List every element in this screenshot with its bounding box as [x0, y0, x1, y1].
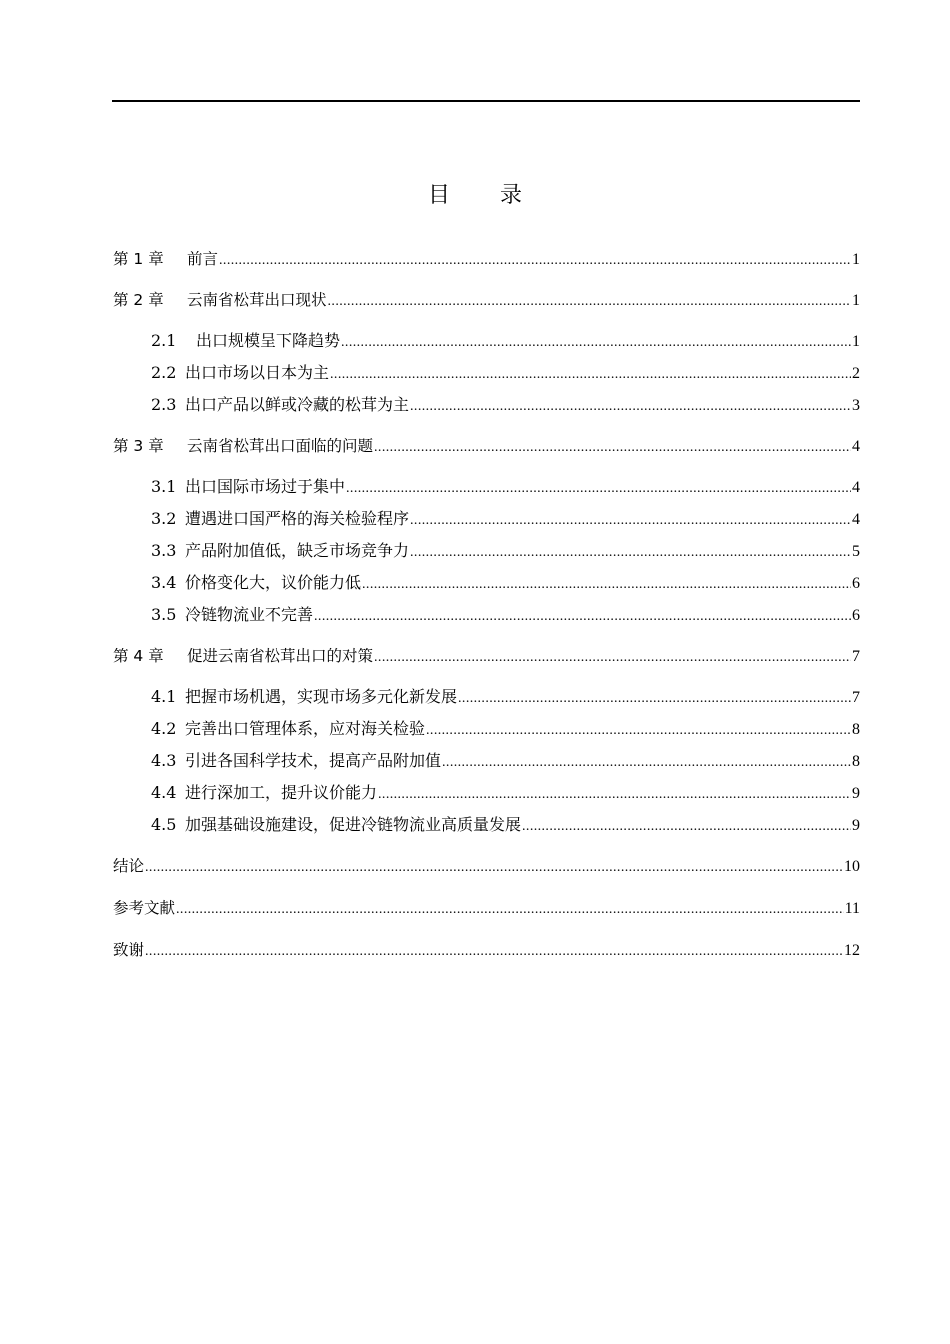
- toc-entry[interactable]: [113, 394, 860, 416]
- toc-entry-page: 4: [852, 479, 860, 496]
- toc-entry[interactable]: [113, 476, 860, 498]
- dot-leader: [341, 332, 851, 354]
- dot-leader: [374, 647, 851, 669]
- toc-entry-page: 9: [852, 785, 860, 802]
- toc-entry-number: 4.1: [151, 687, 177, 706]
- toc-entry[interactable]: [113, 686, 860, 708]
- toc-entry[interactable]: [113, 362, 860, 384]
- toc-entry-page: 7: [852, 689, 860, 706]
- dot-leader: [374, 437, 851, 459]
- dot-leader: [410, 542, 851, 564]
- toc-entry-label: 完善出口管理体系，应对海关检验: [185, 719, 426, 738]
- toc-entry[interactable]: [113, 718, 860, 740]
- toc-entry-label: 云南省松茸出口面临的问题: [187, 437, 374, 455]
- toc-entry-number: 3.5: [151, 605, 177, 624]
- dot-leader: [442, 752, 851, 774]
- toc-entry-label: 结论: [113, 857, 145, 875]
- dot-leader: [145, 857, 843, 879]
- toc-entry-page: 2: [852, 365, 860, 382]
- toc-title: [0, 178, 950, 209]
- toc-entry-label: 出口规模呈下降趋势: [196, 331, 341, 350]
- toc-entry-number: 3.1: [151, 477, 177, 496]
- toc-entry-page: 1: [852, 333, 860, 350]
- toc-entry-label: 加强基础设施建设，促进冷链物流业高质量发展: [185, 815, 522, 834]
- dot-leader: [426, 720, 851, 742]
- toc-entry-page: 1: [852, 251, 860, 268]
- toc-entry-number: 第 4 章: [113, 647, 164, 665]
- toc-entry-number: 3.4: [151, 573, 177, 592]
- dot-leader: [330, 364, 851, 386]
- toc-entry-label: 出口市场以日本为主: [185, 363, 330, 382]
- toc-entry-page: 7: [852, 648, 860, 665]
- toc-entry-label: 把握市场机遇，实现市场多元化新发展: [185, 687, 458, 706]
- toc-entry[interactable]: [113, 248, 860, 270]
- toc-entry-number: 2.2: [151, 363, 177, 382]
- toc-entry-page: 1: [852, 292, 860, 309]
- toc-entry-number: 第 2 章: [113, 291, 164, 309]
- toc-entry-number: 第 1 章: [113, 250, 164, 268]
- toc-entry[interactable]: [113, 855, 860, 877]
- toc-entry[interactable]: [113, 604, 860, 626]
- dot-leader: [522, 816, 851, 838]
- dot-leader: [362, 574, 851, 596]
- toc-entry-page: 6: [852, 607, 860, 624]
- toc-entry-label: 致谢: [113, 941, 145, 959]
- dot-leader: [410, 396, 851, 418]
- toc-entry[interactable]: [113, 572, 860, 594]
- toc-entry-number: 4.5: [151, 815, 177, 834]
- toc-entry-page: 10: [844, 858, 860, 875]
- dot-leader: [378, 784, 851, 806]
- toc-entry-page: 12: [844, 942, 860, 959]
- dot-leader: [145, 941, 843, 963]
- toc-entry-label: 出口国际市场过于集中: [185, 477, 346, 496]
- dot-leader: [219, 250, 851, 272]
- toc-entry[interactable]: [113, 508, 860, 530]
- toc-entry[interactable]: [113, 750, 860, 772]
- toc-entry[interactable]: [113, 897, 860, 919]
- dot-leader: [346, 478, 851, 500]
- toc-entry[interactable]: [113, 782, 860, 804]
- toc-entry-label: 出口产品以鲜或冷藏的松茸为主: [185, 395, 410, 414]
- toc-entry-page: 3: [852, 397, 860, 414]
- toc-entry-label: 前言: [187, 250, 219, 268]
- toc-entry-page: 8: [852, 753, 860, 770]
- toc-title-left: 目: [427, 183, 450, 208]
- header-rule: [112, 100, 860, 102]
- toc-entry-number: 2.3: [151, 395, 177, 414]
- toc-entry[interactable]: [113, 939, 860, 961]
- dot-leader: [410, 510, 851, 532]
- toc-entry-number: 第 3 章: [113, 437, 164, 455]
- dot-leader: [176, 899, 844, 921]
- toc-entry-page: 11: [844, 900, 860, 917]
- toc-entry-label: 冷链物流业不完善: [185, 605, 314, 624]
- toc-entry-label: 促进云南省松茸出口的对策: [187, 647, 374, 665]
- toc-entry-page: 4: [852, 438, 860, 455]
- toc-entry-label: 产品附加值低，缺乏市场竞争力: [185, 541, 410, 560]
- toc-entry[interactable]: [113, 289, 860, 311]
- dot-leader: [314, 606, 851, 628]
- toc-entry-page: 5: [852, 543, 860, 560]
- toc-entry-label: 参考文献: [113, 899, 176, 917]
- toc-entry[interactable]: [113, 814, 860, 836]
- toc-entry[interactable]: [113, 540, 860, 562]
- toc-entry-label: 进行深加工，提升议价能力: [185, 783, 378, 802]
- toc-entry-page: 8: [852, 721, 860, 738]
- toc-entry-page: 9: [852, 817, 860, 834]
- toc-entry-page: 4: [852, 511, 860, 528]
- toc-entry-label: 引进各国科学技术，提高产品附加值: [185, 751, 442, 770]
- toc-entry-label: 云南省松茸出口现状: [187, 291, 327, 309]
- toc-entry-number: 3.2: [151, 509, 177, 528]
- toc-entry[interactable]: [113, 435, 860, 457]
- dot-leader: [458, 688, 851, 710]
- toc-entry[interactable]: [113, 330, 860, 352]
- dot-leader: [328, 291, 851, 313]
- toc-entry-page: 6: [852, 575, 860, 592]
- toc-entry-label: 价格变化大，议价能力低: [185, 573, 362, 592]
- toc-title-right: 录: [500, 183, 523, 208]
- toc-entry-number: 3.3: [151, 541, 177, 560]
- toc-entry-label: 遭遇进口国严格的海关检验程序: [185, 509, 410, 528]
- toc-entry-number: 4.2: [151, 719, 177, 738]
- toc-entry-number: 2.1: [151, 331, 177, 350]
- toc-entry-number: 4.4: [151, 783, 177, 802]
- toc-entry[interactable]: [113, 645, 860, 667]
- toc-entry-number: 4.3: [151, 751, 177, 770]
